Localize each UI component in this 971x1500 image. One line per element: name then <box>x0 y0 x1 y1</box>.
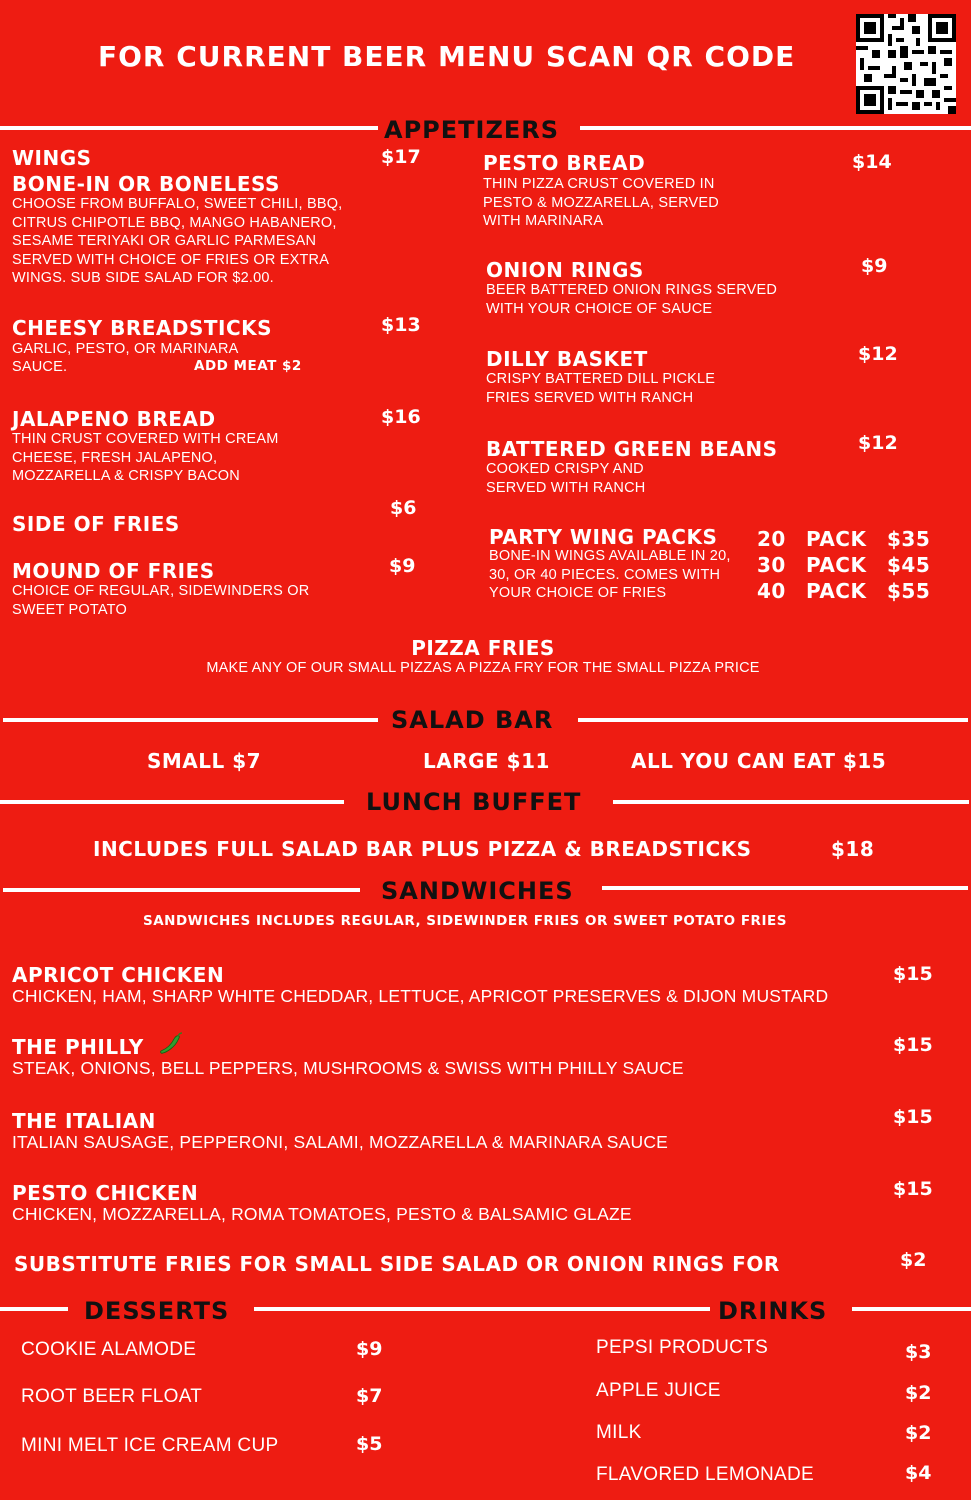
item-title-the-philly: THE PHILLY <box>12 1035 144 1059</box>
salad-bar-large: LARGE $11 <box>423 749 550 773</box>
drink-item-name: APPLE JUICE <box>596 1380 721 1401</box>
item-title-cheesy-breadsticks: CHEESY BREADSTICKS <box>12 316 273 340</box>
pack-label: PACK <box>806 553 867 577</box>
item-desc-pesto-chicken: CHICKEN, MOZZARELLA, ROMA TOMATOES, PESTO & BALSAMIC GLAZE <box>12 1204 632 1224</box>
item-title-the-italian: THE ITALIAN <box>12 1109 156 1133</box>
dessert-item-price: $9 <box>356 1338 383 1360</box>
item-desc-cheesy-breadsticks: GARLIC, PESTO, OR MARINARA <box>12 341 239 357</box>
item-desc-mound-of-fries: CHOICE OF REGULAR, SIDEWINDERS OR SWEET POTATO <box>12 583 310 618</box>
item-price-battered-green-beans: $12 <box>858 432 898 454</box>
item-desc-the-italian: ITALIAN SAUSAGE, PEPPERONI, SALAMI, MOZZARELLA & MARINARA SAUCE <box>12 1132 669 1152</box>
item-title-pesto-chicken: PESTO CHICKEN <box>12 1181 199 1205</box>
substitute-note: SUBSTITUTE FRIES FOR SMALL SIDE SALAD OR ONION RINGS FOR <box>14 1252 780 1276</box>
item-desc-battered-green-beans: COOKED CRISPY AND SERVED WITH RANCH <box>486 461 646 496</box>
divider-line <box>0 126 378 130</box>
pack-price: $45 <box>887 553 931 577</box>
item-price-cheesy-breadsticks: $13 <box>381 314 421 336</box>
item-title-wings: WINGS <box>12 146 92 170</box>
dessert-item-price: $5 <box>356 1433 383 1455</box>
item-title-jalapeno-bread: JALAPENO BREAD <box>12 407 216 431</box>
divider-line <box>578 718 968 722</box>
sandwiches-note: SANDWICHES INCLUDES REGULAR, SIDEWINDER FRIES OR SWEET POTATO FRIES <box>143 913 787 929</box>
item-desc-pesto-bread: THIN PIZZA CRUST COVERED IN PESTO & MOZZARELLA, SERVED WITH MARINARA <box>483 176 719 229</box>
divider-line <box>602 886 968 890</box>
section-heading-sandwiches: SANDWICHES <box>381 877 574 905</box>
item-price-apricot-chicken: $15 <box>893 963 933 985</box>
pack-price: $35 <box>887 527 931 551</box>
pack-label: PACK <box>806 527 867 551</box>
section-heading-lunch-buffet: LUNCH BUFFET <box>366 788 582 816</box>
substitute-price: $2 <box>900 1249 927 1271</box>
dessert-item-name: COOKIE ALAMODE <box>21 1339 197 1360</box>
item-price-side-of-fries: $6 <box>390 497 417 519</box>
dessert-item-name: MINI MELT ICE CREAM CUP <box>21 1435 279 1456</box>
pack-count: 40 <box>757 579 786 603</box>
item-title-side-of-fries: SIDE OF FRIES <box>12 512 180 536</box>
section-heading-salad-bar: SALAD BAR <box>391 706 554 734</box>
divider-line <box>0 1307 68 1311</box>
item-title-pizza-fries: PIZZA FRIES <box>411 636 555 660</box>
pack-count: 20 <box>757 527 786 551</box>
item-desc-wings: CHOOSE FROM BUFFALO, SWEET CHILI, BBQ, CITRUS CHIPOTLE BBQ, MANGO HABANERO, SESAME TERIYAKI OR GARLIC PARMESAN SERVED WITH CHOICE OF FRIES OR EXTRA WINGS. SUB SIDE SALAD FOR $2.00. <box>12 196 343 286</box>
item-title-onion-rings: ONION RINGS <box>486 258 644 282</box>
salad-bar-small: SMALL $7 <box>147 749 262 773</box>
item-price-dilly-basket: $12 <box>858 343 898 365</box>
item-desc-party-wing-packs: BONE-IN WINGS AVAILABLE IN 20, 30, OR 40 PIECES. COMES WITH YOUR CHOICE OF FRIES <box>489 548 731 601</box>
divider-line <box>3 718 378 722</box>
lunch-buffet-desc: INCLUDES FULL SALAD BAR PLUS PIZZA & BREADSTICKS <box>93 837 752 861</box>
divider-line <box>0 800 344 804</box>
item-desc-onion-rings: BEER BATTERED ONION RINGS SERVED WITH YOUR CHOICE OF SAUCE <box>486 282 778 317</box>
pack-price: $55 <box>887 579 931 603</box>
item-price-wings: $17 <box>381 146 421 168</box>
drink-item-name: MILK <box>596 1422 642 1443</box>
page-title: FOR CURRENT BEER MENU SCAN QR CODE <box>98 40 796 73</box>
item-title-pesto-bread: PESTO BREAD <box>483 151 646 175</box>
item-desc-pizza-fries: MAKE ANY OF OUR SMALL PIZZAS A PIZZA FRY FOR THE SMALL PIZZA PRICE <box>206 660 760 676</box>
dessert-item-price: $7 <box>356 1385 383 1407</box>
divider-line <box>580 126 971 130</box>
item-desc-cheesy-breadsticks-2: SAUCE. <box>12 359 68 375</box>
item-price-jalapeno-bread: $16 <box>381 406 421 428</box>
section-heading-appetizers: APPETIZERS <box>384 116 560 144</box>
pack-label: PACK <box>806 579 867 603</box>
item-desc-the-philly: STEAK, ONIONS, BELL PEPPERS, MUSHROOMS & SWISS WITH PHILLY SAUCE <box>12 1058 684 1078</box>
item-title-mound-of-fries: MOUND OF FRIES <box>12 559 215 583</box>
qr-code-icon[interactable] <box>856 14 956 114</box>
drink-item-price: $2 <box>905 1422 932 1444</box>
pack-count: 30 <box>757 553 786 577</box>
item-title-battered-green-beans: BATTERED GREEN BEANS <box>486 437 778 461</box>
dessert-item-name: ROOT BEER FLOAT <box>21 1386 203 1407</box>
item-price-mound-of-fries: $9 <box>389 555 416 577</box>
item-price-pesto-chicken: $15 <box>893 1178 933 1200</box>
drink-item-price: $3 <box>905 1341 932 1363</box>
drink-item-price: $2 <box>905 1382 932 1404</box>
item-desc-apricot-chicken: CHICKEN, HAM, SHARP WHITE CHEDDAR, LETTUCE, APRICOT PRESERVES & DIJON MUSTARD <box>12 986 829 1006</box>
item-addon-cheesy-breadsticks: ADD MEAT $2 <box>194 358 302 374</box>
divider-line <box>852 1307 971 1311</box>
item-price-the-italian: $15 <box>893 1106 933 1128</box>
item-title-dilly-basket: DILLY BASKET <box>486 347 648 371</box>
section-heading-drinks: DRINKS <box>718 1297 828 1325</box>
drink-item-name: FLAVORED LEMONADE <box>596 1464 815 1485</box>
item-title-apricot-chicken: APRICOT CHICKEN <box>12 963 225 987</box>
item-price-the-philly: $15 <box>893 1034 933 1056</box>
lunch-buffet-price: $18 <box>831 837 875 861</box>
section-heading-desserts: DESSERTS <box>84 1297 230 1325</box>
divider-line <box>613 800 969 804</box>
jalapeno-pepper-icon <box>158 1031 184 1057</box>
drink-item-name: PEPSI PRODUCTS <box>596 1337 769 1358</box>
item-title-party-wing-packs: PARTY WING PACKS <box>489 525 718 549</box>
salad-bar-all-you-can-eat: ALL YOU CAN EAT $15 <box>631 749 887 773</box>
item-price-pesto-bread: $14 <box>852 151 892 173</box>
item-desc-jalapeno-bread: THIN CRUST COVERED WITH CREAM CHEESE, FRESH JALAPENO, MOZZARELLA & CRISPY BACON <box>12 431 279 484</box>
item-price-onion-rings: $9 <box>861 255 888 277</box>
drink-item-price: $4 <box>905 1462 932 1484</box>
divider-line <box>3 888 360 892</box>
item-subtitle-wings: BONE-IN OR BONELESS <box>12 172 280 196</box>
item-desc-dilly-basket: CRISPY BATTERED DILL PICKLE FRIES SERVED WITH RANCH <box>486 371 716 406</box>
divider-line <box>254 1307 710 1311</box>
